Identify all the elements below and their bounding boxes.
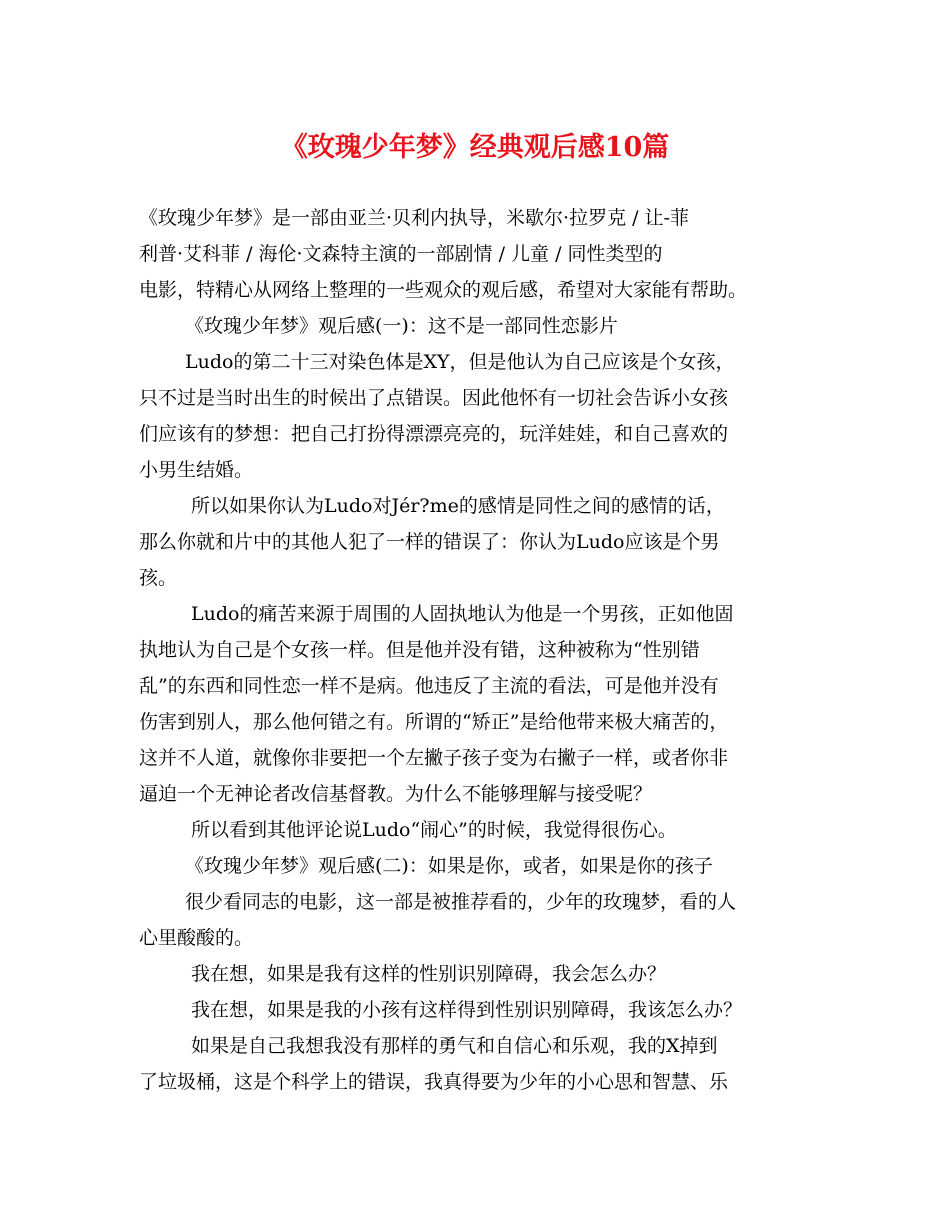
paragraph-line: 执地认为自己是个女孩一样。但是他并没有错，这种被称为“性别错 (139, 639, 700, 661)
paragraph-line: 利普·艾科菲 / 海伦·文森特主演的一部剧情 / 儿童 / 同性类型的 (139, 243, 663, 265)
paragraph-line: 孩。 (139, 567, 178, 589)
paragraph-line: 这并不人道，就像你非要把一个左撇子孩子变为右撇子一样，或者你非 (139, 747, 729, 769)
paragraph-line: 们应该有的梦想：把自己打扮得漂漂亮亮的，玩洋娃娃，和自己喜欢的 (139, 423, 729, 445)
paragraph-line: 电影，特精心从网络上整理的一些观众的观后感，希望对大家能有帮助。 (139, 279, 748, 301)
document-title: 《玫瑰少年梦》经典观后感10篇 (280, 132, 670, 163)
paragraph-line: 伤害到别人，那么他何错之有。所谓的“矫正”是给他带来极大痛苦的， (139, 711, 729, 733)
paragraph-line: 所以看到其他评论说Ludo“闹心”的时候，我觉得很伤心。 (191, 819, 677, 841)
paragraph-line: 所以如果你认为Ludo对Jér?me的感情是同性之间的感情的话， (191, 495, 725, 517)
paragraph-line: 只不过是当时出生的时候出了点错误。因此他怀有一切社会告诉小女孩 (139, 387, 729, 409)
paragraph-line: 逼迫一个无神论者改信基督教。为什么不能够理解与接受呢？ (139, 783, 653, 805)
paragraph-line: 乱”的东西和同性恋一样不是病。他违反了主流的看法，可是他并没有 (139, 675, 719, 697)
paragraph-line: 如果是自己我想我没有那样的勇气和自信心和乐观，我的X掉到 (191, 1035, 718, 1057)
paragraph-line: 很少看同志的电影，这一部是被推荐看的，少年的玫瑰梦，看的人 (185, 891, 737, 913)
paragraph-line: Ludo的痛苦来源于周围的人固执地认为他是一个男孩，正如他固 (191, 603, 734, 625)
paragraph-line: 心里酸酸的。 (139, 927, 254, 949)
paragraph-line: 我在想，如果是我有这样的性别识别障碍，我会怎么办？ (191, 963, 667, 985)
section-heading-1: 《玫瑰少年梦》观后感(一)：这不是一部同性恋影片 (185, 315, 618, 337)
paragraph-line: Ludo的第二十三对染色体是XY，但是他认为自己应该是个女孩， (185, 351, 735, 373)
paragraph-line: 我在想，如果是我的小孩有这样得到性别识别障碍，我该怎么办？ (191, 999, 743, 1021)
section-heading-2: 《玫瑰少年梦》观后感(二)：如果是你，或者，如果是你的孩子 (185, 855, 713, 877)
paragraph-line: 那么你就和片中的其他人犯了一样的错误了：你认为Ludo应该是个男 (139, 531, 720, 553)
paragraph-line: 《玫瑰少年梦》是一部由亚兰·贝利内执导，米歇尔·拉罗克 / 让-菲 (139, 207, 689, 229)
paragraph-line: 小男生结婚。 (139, 459, 254, 481)
paragraph-line: 了垃圾桶，这是个科学上的错误，我真得要为少年的小心思和智慧、乐 (139, 1071, 729, 1093)
document-body (139, 200, 839, 1100)
